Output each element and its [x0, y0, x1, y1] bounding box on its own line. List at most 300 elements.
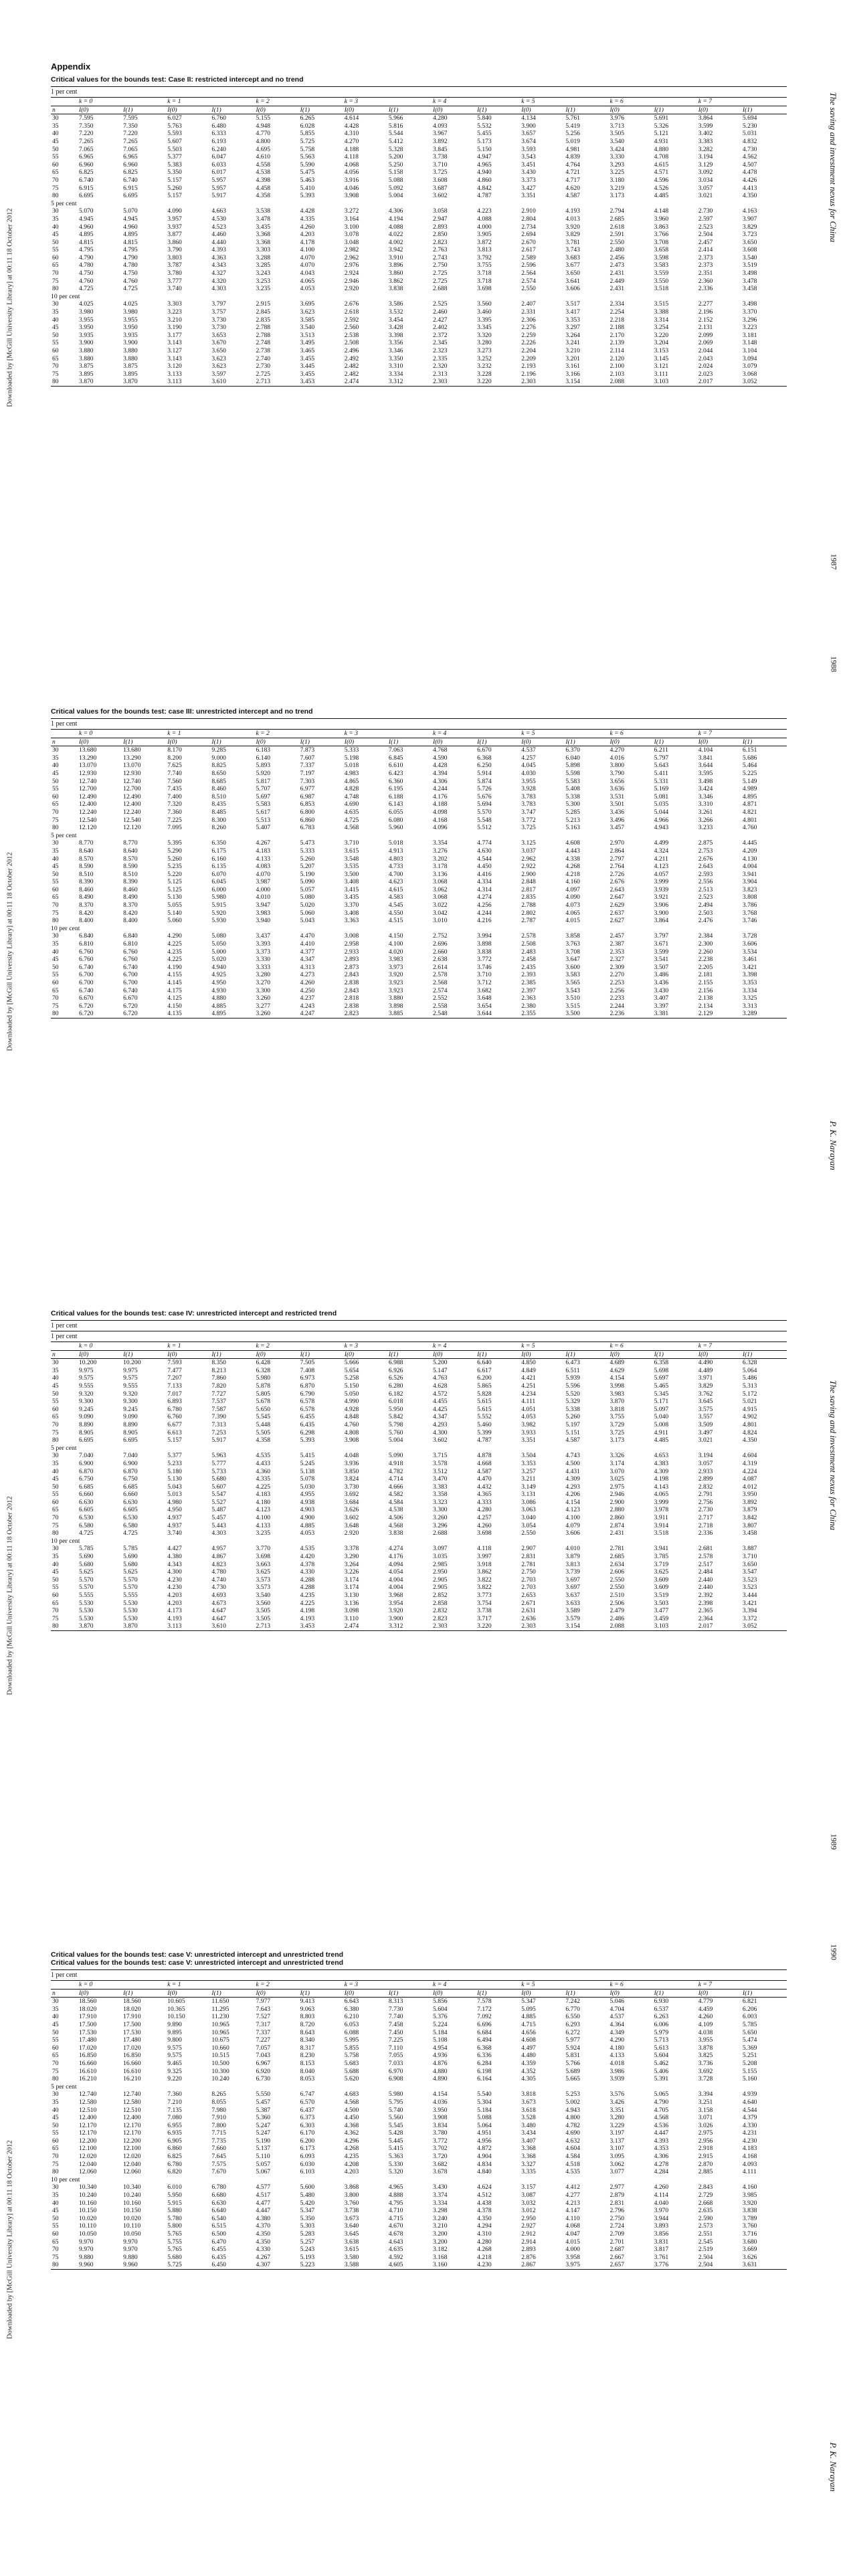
value-cell: 4.160 — [742, 2183, 757, 2191]
value-cell: 4.349 — [609, 2028, 625, 2036]
value-cell: 5.487 — [211, 1506, 226, 1514]
value-cell: 3.712 — [477, 979, 492, 986]
value-cell: 3.057 — [698, 184, 713, 192]
value-cell: 3.455 — [300, 354, 315, 362]
value-cell: 3.037 — [521, 847, 536, 855]
value-cell: 5.080 — [211, 932, 226, 940]
table-row — [51, 1390, 787, 1398]
value-cell: 4.572 — [433, 1390, 448, 1398]
value-cell: 8.720 — [300, 2020, 315, 2028]
value-cell: 5.285 — [565, 808, 580, 816]
value-cell: 4.358 — [256, 192, 271, 200]
sample-size-cell: 50 — [52, 238, 59, 246]
value-cell: 4.309 — [565, 1475, 580, 1483]
value-cell: 2.701 — [609, 2238, 625, 2246]
column-header: I(1) — [477, 1989, 521, 1998]
value-cell: 3.314 — [654, 316, 669, 324]
value-cell: 6.643 — [344, 1998, 359, 2006]
value-cell: 5.654 — [344, 1366, 359, 1374]
value-cell: 2.835 — [521, 893, 536, 901]
value-cell: 3.599 — [698, 122, 713, 130]
value-cell: 2.044 — [698, 347, 713, 354]
value-cell: 3.928 — [521, 785, 536, 793]
value-cell: 3.682 — [477, 986, 492, 994]
value-cell: 5.157 — [167, 1436, 182, 1444]
value-cell: 5.831 — [565, 2052, 580, 2060]
value-cell: 4.110 — [565, 2214, 580, 2222]
value-cell: 5.313 — [742, 1382, 757, 1390]
value-cell: 5.666 — [344, 1359, 359, 1367]
value-cell: 4.360 — [256, 1467, 271, 1475]
value-cell: 3.708 — [565, 948, 580, 956]
value-cell: 6.915 — [123, 184, 138, 192]
value-cell: 4.004 — [742, 863, 757, 871]
value-cell: 9.245 — [79, 1405, 94, 1413]
value-cell: 4.098 — [433, 808, 448, 816]
value-cell: 3.509 — [698, 1420, 713, 1428]
value-cell: 4.145 — [167, 979, 182, 986]
value-cell: 6.740 — [79, 986, 94, 994]
value-cell: 3.838 — [742, 2207, 757, 2215]
table-row — [51, 1398, 787, 1406]
value-cell: 5.555 — [79, 1592, 94, 1599]
value-cell: 9.895 — [167, 2028, 182, 2036]
value-cell: 6.780 — [211, 2183, 226, 2191]
value-cell: 3.388 — [654, 308, 669, 316]
value-cell: 3.755 — [477, 261, 492, 270]
value-cell: 3.303 — [167, 300, 182, 308]
column-header: I(0) — [610, 738, 654, 746]
value-cell: 8.570 — [79, 855, 94, 863]
value-cell: 3.358 — [433, 1491, 448, 1499]
k-header: k = 6 — [610, 730, 698, 738]
value-cell: 5.977 — [565, 2036, 580, 2044]
k-header: k = 0 — [79, 1342, 167, 1350]
value-cell: 3.680 — [742, 2238, 757, 2246]
value-cell: 3.426 — [609, 2098, 625, 2106]
page-3 — [0, 1288, 847, 1932]
value-cell: 4.725 — [79, 1529, 94, 1537]
value-cell: 9.090 — [79, 1413, 94, 1421]
value-cell: 2.756 — [698, 1498, 713, 1506]
value-cell: 3.985 — [742, 2191, 757, 2199]
value-cell: 5.765 — [167, 2230, 182, 2238]
value-cell: 3.606 — [565, 285, 580, 293]
value-cell: 5.455 — [477, 130, 492, 138]
value-cell: 2.597 — [698, 215, 713, 223]
value-cell: 16.610 — [123, 2067, 141, 2075]
value-cell: 3.746 — [477, 963, 492, 971]
value-cell: 5.184 — [433, 2028, 448, 2036]
value-cell: 6.240 — [211, 145, 226, 153]
table-row — [51, 893, 787, 901]
sample-size-cell: 55 — [52, 2222, 59, 2230]
value-cell: 4.260 — [698, 2013, 713, 2021]
blank-cell — [51, 1342, 79, 1350]
sample-size-cell: 40 — [52, 948, 59, 956]
column-header: I(0) — [256, 1350, 300, 1359]
sample-size-cell: 75 — [52, 1521, 59, 1529]
k-header: k = 0 — [79, 1981, 167, 1989]
value-cell: 7.043 — [256, 2052, 271, 2060]
value-cell: 4.203 — [167, 1599, 182, 1607]
sample-size-cell: 75 — [52, 1428, 59, 1436]
value-cell: 2.918 — [698, 2145, 713, 2153]
value-cell: 2.139 — [609, 339, 625, 347]
k-header: k = 5 — [521, 730, 609, 738]
column-header: I(0) — [521, 1350, 565, 1359]
sample-size-cell: 55 — [52, 785, 59, 793]
column-header: I(0) — [167, 1350, 211, 1359]
sample-size-cell: 60 — [52, 1405, 59, 1413]
value-cell: 4.568 — [388, 1521, 403, 1529]
value-cell: 3.879 — [565, 1553, 580, 1561]
value-cell: 5.157 — [167, 176, 182, 184]
value-cell: 4.030 — [521, 769, 536, 777]
value-cell: 7.220 — [123, 130, 138, 138]
value-cell: 3.942 — [388, 246, 403, 254]
value-cell: 4.109 — [698, 2020, 713, 2028]
value-cell: 4.183 — [256, 1491, 271, 1499]
table-row — [51, 1436, 787, 1444]
value-cell: 4.045 — [521, 762, 536, 770]
value-cell: 4.025 — [123, 300, 138, 308]
value-cell: 5.213 — [565, 816, 580, 824]
significance-group-row — [51, 1537, 787, 1545]
value-cell: 4.313 — [300, 963, 315, 971]
value-cell: 3.008 — [344, 932, 359, 940]
sample-size-cell: 45 — [52, 1475, 59, 1483]
value-cell: 2.748 — [256, 339, 271, 347]
value-cell: 6.970 — [388, 2067, 403, 2075]
value-cell: 6.570 — [300, 2098, 315, 2106]
value-cell: 5.328 — [388, 145, 403, 153]
value-cell: 5.840 — [477, 114, 492, 122]
column-header: I(0) — [698, 1989, 743, 1998]
value-cell: 3.606 — [565, 1529, 580, 1537]
sample-size-cell: 30 — [52, 932, 59, 940]
value-cell: 4.615 — [388, 885, 403, 893]
value-cell: 5.530 — [123, 1599, 138, 1607]
value-cell: 4.413 — [742, 184, 757, 192]
value-cell: 3.543 — [521, 153, 536, 161]
value-cell: 4.268 — [565, 863, 580, 871]
value-cell: 4.359 — [521, 2059, 536, 2067]
value-cell: 2.788 — [521, 901, 536, 909]
value-cell: 3.353 — [742, 979, 757, 986]
value-cell: 4.180 — [256, 1498, 271, 1506]
value-cell: 4.203 — [300, 231, 315, 239]
column-header: I(0) — [79, 1350, 123, 1359]
value-cell: 3.504 — [521, 1452, 536, 1460]
column-header: I(1) — [477, 106, 521, 114]
significance-label: 10 per cent — [51, 924, 80, 932]
value-cell: 4.840 — [477, 2168, 492, 2176]
value-cell: 4.234 — [521, 1390, 536, 1398]
value-cell: 4.960 — [79, 223, 94, 231]
value-cell: 2.838 — [344, 1002, 359, 1010]
sample-size-cell: 65 — [52, 800, 59, 809]
value-cell: 3.579 — [565, 1614, 580, 1622]
sample-size-cell: 55 — [52, 339, 59, 347]
value-cell: 3.692 — [698, 2067, 713, 2075]
value-cell: 3.860 — [388, 270, 403, 278]
value-cell: 8.825 — [211, 762, 226, 770]
value-cell: 4.693 — [211, 1592, 226, 1599]
value-cell: 2.781 — [609, 1545, 625, 1553]
value-cell: 5.563 — [300, 153, 315, 161]
significance-label: 1 per cent — [51, 720, 78, 728]
value-cell: 8.435 — [211, 800, 226, 809]
value-cell: 3.334 — [388, 370, 403, 378]
value-cell: 3.276 — [433, 847, 448, 855]
value-cell: 8.390 — [123, 878, 138, 886]
value-cell: 8.590 — [123, 863, 138, 871]
value-cell: 5.979 — [654, 2028, 669, 2036]
value-cell: 4.000 — [256, 885, 271, 893]
value-cell: 3.040 — [521, 1514, 536, 1522]
value-cell: 6.511 — [565, 1366, 580, 1374]
value-cell: 7.063 — [388, 746, 403, 754]
value-cell: 4.270 — [344, 137, 359, 145]
k-header: k = 2 — [256, 730, 345, 738]
value-cell: 5.184 — [477, 2106, 492, 2114]
value-cell: 9.325 — [167, 2067, 182, 2075]
value-cell: 3.220 — [477, 1622, 521, 1630]
value-cell: 4.090 — [565, 893, 580, 901]
value-cell: 3.320 — [477, 331, 492, 339]
value-cell: 6.684 — [477, 2028, 492, 2036]
value-cell: 5.088 — [388, 176, 403, 184]
value-cell: 4.608 — [565, 839, 580, 847]
value-cell: 4.614 — [344, 114, 359, 122]
value-cell: 6.018 — [388, 1398, 403, 1406]
sample-size-cell: 40 — [52, 1560, 59, 1568]
value-cell: 5.740 — [388, 2106, 403, 2114]
value-cell: 3.602 — [433, 192, 448, 200]
value-cell: 3.417 — [565, 308, 580, 316]
value-cell: 4.515 — [388, 917, 403, 925]
value-cell: 4.000 — [565, 2246, 580, 2254]
column-header: I(1) — [743, 738, 787, 746]
value-cell: 2.643 — [609, 885, 625, 893]
value-cell: 5.021 — [742, 1398, 757, 1406]
value-cell: 4.048 — [344, 1452, 359, 1460]
value-cell: 3.904 — [742, 878, 757, 886]
value-cell: 3.251 — [698, 2098, 713, 2106]
value-cell: 3.637 — [565, 1592, 580, 1599]
value-cell: 7.227 — [256, 2036, 271, 2044]
value-cell: 4.000 — [477, 223, 492, 231]
value-cell: 5.980 — [388, 2090, 403, 2099]
value-cell: 5.665 — [565, 2075, 580, 2083]
value-cell: 3.261 — [698, 808, 713, 816]
value-cell: 3.860 — [167, 238, 182, 246]
value-cell: 3.960 — [654, 215, 669, 223]
value-cell: 3.728 — [742, 932, 757, 940]
value-cell: 7.435 — [167, 785, 182, 793]
value-cell: 4.538 — [388, 1506, 403, 1514]
sample-size-cell: 45 — [52, 2207, 59, 2215]
value-cell: 4.090 — [167, 207, 182, 215]
value-cell: 4.004 — [388, 1576, 403, 1584]
value-cell: 2.573 — [698, 2222, 713, 2230]
value-cell: 6.175 — [211, 847, 226, 855]
value-cell: 2.538 — [344, 331, 359, 339]
value-cell: 3.880 — [79, 347, 94, 354]
sample-size-cell: 65 — [52, 1599, 59, 1607]
value-cell: 4.426 — [742, 176, 757, 184]
value-cell: 13.290 — [123, 754, 141, 762]
value-cell: 3.136 — [344, 1599, 359, 1607]
value-cell: 4.872 — [477, 2145, 492, 2153]
value-cell: 4.330 — [742, 2121, 757, 2129]
value-cell: 3.978 — [654, 1506, 669, 1514]
value-cell: 3.368 — [521, 2145, 536, 2153]
value-cell: 6.550 — [565, 2013, 580, 2021]
value-cell: 11.230 — [211, 2013, 229, 2021]
sample-size-cell: 65 — [52, 1413, 59, 1421]
value-cell: 4.705 — [654, 2106, 669, 2114]
value-cell: 4.885 — [521, 2013, 536, 2021]
value-cell: 4.203 — [344, 2168, 359, 2176]
value-cell: 10.240 — [79, 2191, 97, 2199]
value-cell: 6.027 — [167, 114, 182, 122]
value-cell: 4.100 — [256, 1514, 271, 1522]
value-cell: 3.121 — [654, 362, 669, 370]
value-cell: 4.895 — [123, 231, 138, 239]
value-cell: 2.483 — [521, 948, 536, 956]
value-cell: 4.653 — [654, 1452, 669, 1460]
table-row — [51, 971, 787, 979]
value-cell: 4.410 — [300, 940, 315, 948]
value-cell: 3.723 — [742, 231, 757, 239]
value-cell: 4.004 — [388, 1584, 403, 1592]
value-cell: 3.129 — [698, 160, 713, 169]
value-cell: 5.957 — [211, 176, 226, 184]
value-cell: 3.297 — [565, 324, 580, 332]
value-cell: 3.273 — [477, 347, 492, 354]
value-cell: 2.236 — [610, 1010, 654, 1018]
value-cell: 4.770 — [256, 130, 271, 138]
value-cell: 5.415 — [388, 2145, 403, 2153]
value-cell: 3.310 — [698, 800, 713, 809]
value-cell: 12.020 — [79, 2153, 97, 2161]
value-cell: 4.303 — [211, 1529, 226, 1537]
value-cell: 2.156 — [698, 986, 713, 994]
sample-size-cell: 80 — [51, 1010, 79, 1018]
value-cell: 6.810 — [79, 940, 94, 948]
value-cell: 4.730 — [742, 145, 757, 153]
value-cell: 2.592 — [344, 316, 359, 324]
value-cell: 9.890 — [167, 2020, 182, 2028]
value-cell: 6.088 — [344, 2028, 359, 2036]
value-cell: 7.730 — [388, 2005, 403, 2013]
value-cell: 2.504 — [698, 2261, 743, 2269]
value-cell: 3.916 — [344, 176, 359, 184]
table-caption-line: Critical values for the bounds test: case V: unrestricted intercept and unrestricted trend — [51, 1959, 344, 1967]
value-cell: 2.657 — [610, 2261, 654, 2269]
value-cell: 4.036 — [433, 2098, 448, 2106]
value-cell: 4.225 — [256, 1483, 271, 1491]
sample-size-cell: 70 — [52, 1420, 59, 1428]
sample-size-cell: 80 — [51, 2261, 79, 2269]
value-cell: 6.053 — [344, 2020, 359, 2028]
value-cell: 3.803 — [167, 253, 182, 261]
value-cell: 2.685 — [609, 1553, 625, 1561]
value-cell: 4.083 — [256, 863, 271, 871]
sample-size-cell: 45 — [52, 2020, 59, 2028]
value-cell: 2.480 — [609, 246, 625, 254]
value-cell: 3.077 — [609, 2168, 625, 2176]
value-cell: 12.740 — [79, 2090, 97, 2099]
column-header: I(0) — [698, 106, 743, 114]
value-cell: 7.080 — [167, 2114, 182, 2122]
value-cell: 2.927 — [521, 2222, 536, 2230]
value-cell: 3.168 — [433, 2253, 448, 2261]
value-cell: 3.518 — [654, 285, 669, 293]
sample-size-cell: 45 — [52, 769, 59, 777]
value-cell: 3.528 — [521, 2114, 536, 2122]
value-cell: 4.231 — [742, 2129, 757, 2137]
value-cell: 5.598 — [565, 769, 580, 777]
value-cell: 3.395 — [477, 316, 492, 324]
appendix-heading: Appendix — [51, 62, 91, 72]
value-cell: 3.950 — [742, 1491, 757, 1499]
value-cell: 4.378 — [477, 2207, 492, 2215]
value-cell: 4.795 — [79, 246, 94, 254]
value-cell: 3.370 — [344, 901, 359, 909]
value-cell: 3.968 — [388, 1592, 403, 1599]
value-cell: 3.289 — [743, 1010, 787, 1018]
value-cell: 3.838 — [388, 285, 403, 293]
value-cell: 3.725 — [609, 1428, 625, 1436]
value-cell: 2.397 — [521, 986, 536, 994]
value-cell: 5.678 — [256, 1398, 271, 1406]
value-cell: 5.415 — [300, 1452, 315, 1460]
column-header: I(1) — [743, 1989, 787, 1998]
value-cell: 3.383 — [433, 1483, 448, 1491]
value-cell: 3.374 — [433, 2191, 448, 2199]
value-cell: 2.750 — [609, 2214, 625, 2222]
value-cell: 12.040 — [79, 2160, 97, 2168]
table-row — [51, 223, 787, 231]
value-cell: 2.660 — [433, 948, 448, 956]
value-cell: 3.585 — [300, 316, 315, 324]
value-cell: 3.068 — [433, 893, 448, 901]
value-cell: 3.351 — [609, 2106, 625, 2114]
value-cell: 3.334 — [742, 986, 757, 994]
value-cell: 2.638 — [433, 956, 448, 964]
value-cell: 16.660 — [123, 2059, 141, 2067]
value-cell: 4.928 — [344, 1405, 359, 1413]
value-cell: 6.033 — [211, 160, 226, 169]
value-cell: 4.309 — [654, 1467, 669, 1475]
value-cell: 3.282 — [698, 145, 713, 153]
value-cell: 3.407 — [654, 994, 669, 1002]
value-cell: 5.797 — [654, 754, 669, 762]
value-cell: 3.983 — [256, 909, 271, 917]
value-cell: 2.893 — [433, 223, 448, 231]
value-cell: 9.975 — [79, 1366, 94, 1374]
value-cell: 4.821 — [742, 808, 757, 816]
value-cell: 2.950 — [521, 2214, 536, 2222]
value-cell: 6.685 — [123, 1483, 138, 1491]
value-cell: 3.580 — [344, 2253, 359, 2261]
value-cell: 7.220 — [79, 130, 94, 138]
k-header: k = 3 — [345, 98, 433, 106]
value-cell: 5.260 — [167, 855, 182, 863]
